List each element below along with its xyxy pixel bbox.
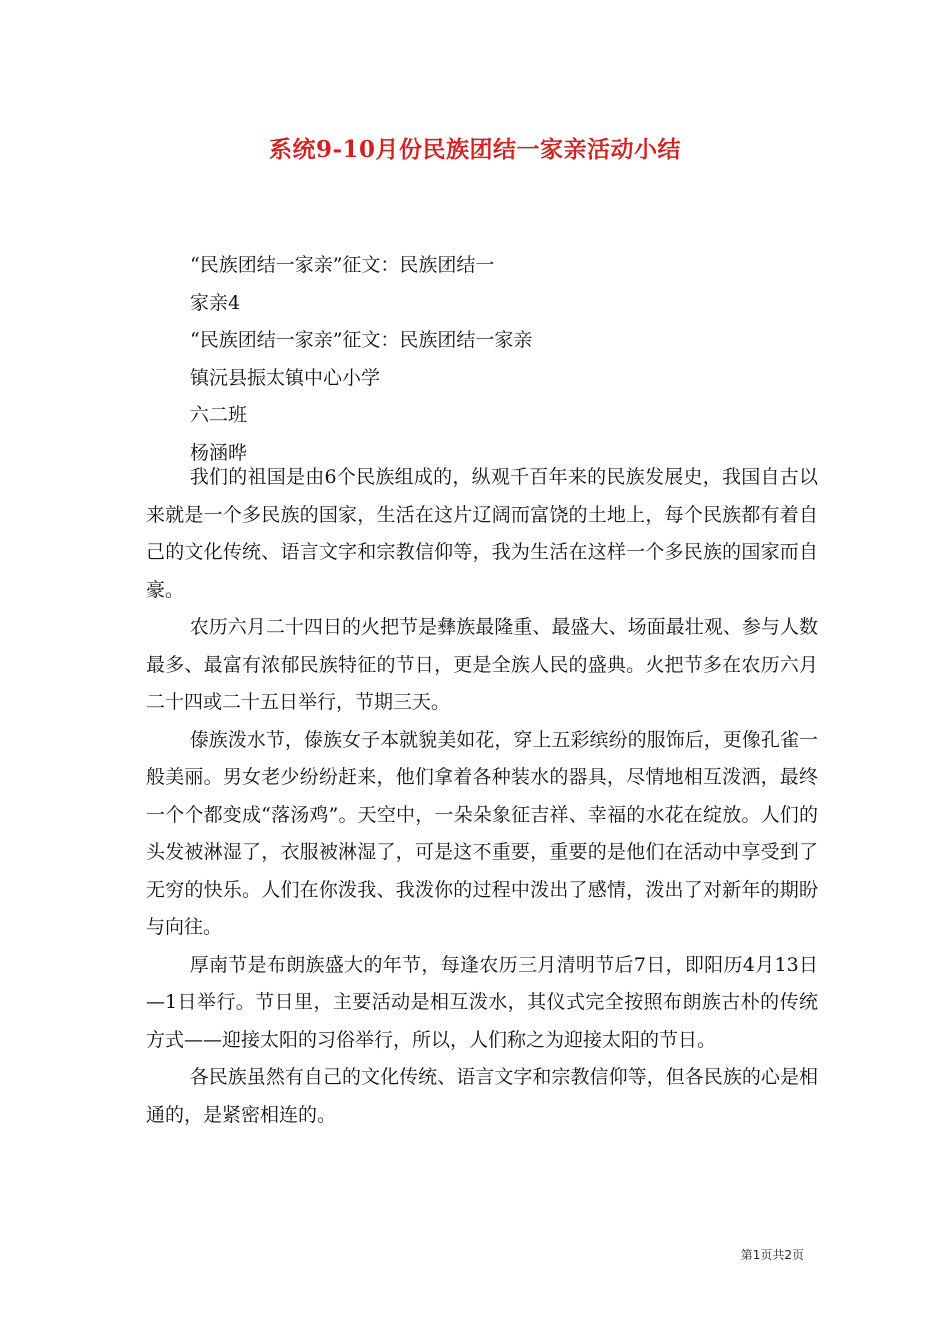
paragraph: 农历六月二十四日的火把节是彝族最隆重、最盛大、场面最壮观、参与人数最多、最富有浓郁民族特征的节日，更是全族人民的盛典。火把节多在农历六月二十四或二十五日举行，节期三天。 xyxy=(146,616,818,713)
essay-heading-line: “民族团结一家亲”征文：民族团结一 xyxy=(190,254,495,276)
paragraph: 厚南节是布朗族盛大的年节，每逢农历三月清明节后7日，即阳历4月13日—1日举行。节日里，主要活动是相互泼水，其仪式完全按照布朗族古朴的传统方式——迎接太阳的习俗举行，所以，人们称之为迎接太阳的节日。 xyxy=(146,953,818,1051)
essay-heading-line: “民族团结一家亲”征文：民族团结一家亲 xyxy=(190,329,533,351)
paragraph: 各民族虽然有自己的文化传统、语言文字和宗教信仰等，但各民族的心是相通的，是紧密相连的。 xyxy=(146,1066,818,1126)
essay-header xyxy=(190,247,532,472)
essay-heading-line: 家亲4 xyxy=(190,291,241,314)
paragraph: 傣族泼水节，傣族女子本就貌美如花，穿上五彩缤纷的服饰后，更像孔雀一般美丽。男女老少纷纷赶来，他们拿着各种装水的器具，尽情地相互泼洒，最终一个个都变成“落汤鸡”。天空中，一朵朵象征吉祥、幸福的水花在绽放。人们的头发被淋湿了，衣服被淋湿了，可是这不重要，重要的是他们在活动中享受到了无穷的快乐。人们在你泼我、我泼你的过程中泼出了感情，泼出了对新年的期盼与向往。 xyxy=(146,728,818,938)
page-number: 第1页共2页 xyxy=(740,1248,804,1262)
paragraph: 我们的祖国是由6个民族组成的，纵观千百年来的民族发展史，我国自古以来就是一个多民族的国家，生活在这片辽阔而富饶的土地上，每个民族都有着自己的文化传统、语言文字和宗教信仰等，我为生活在这样一个多民族的国家而自豪。 xyxy=(146,466,818,601)
document-title: 系统9-10月份民族团结一家亲活动小结 xyxy=(268,136,682,163)
class-name: 六二班 xyxy=(190,404,248,426)
essay-body xyxy=(146,459,818,1134)
school-name: 镇沅县振太镇中心小学 xyxy=(190,366,381,389)
author-name: 杨涵晔 xyxy=(190,441,248,464)
